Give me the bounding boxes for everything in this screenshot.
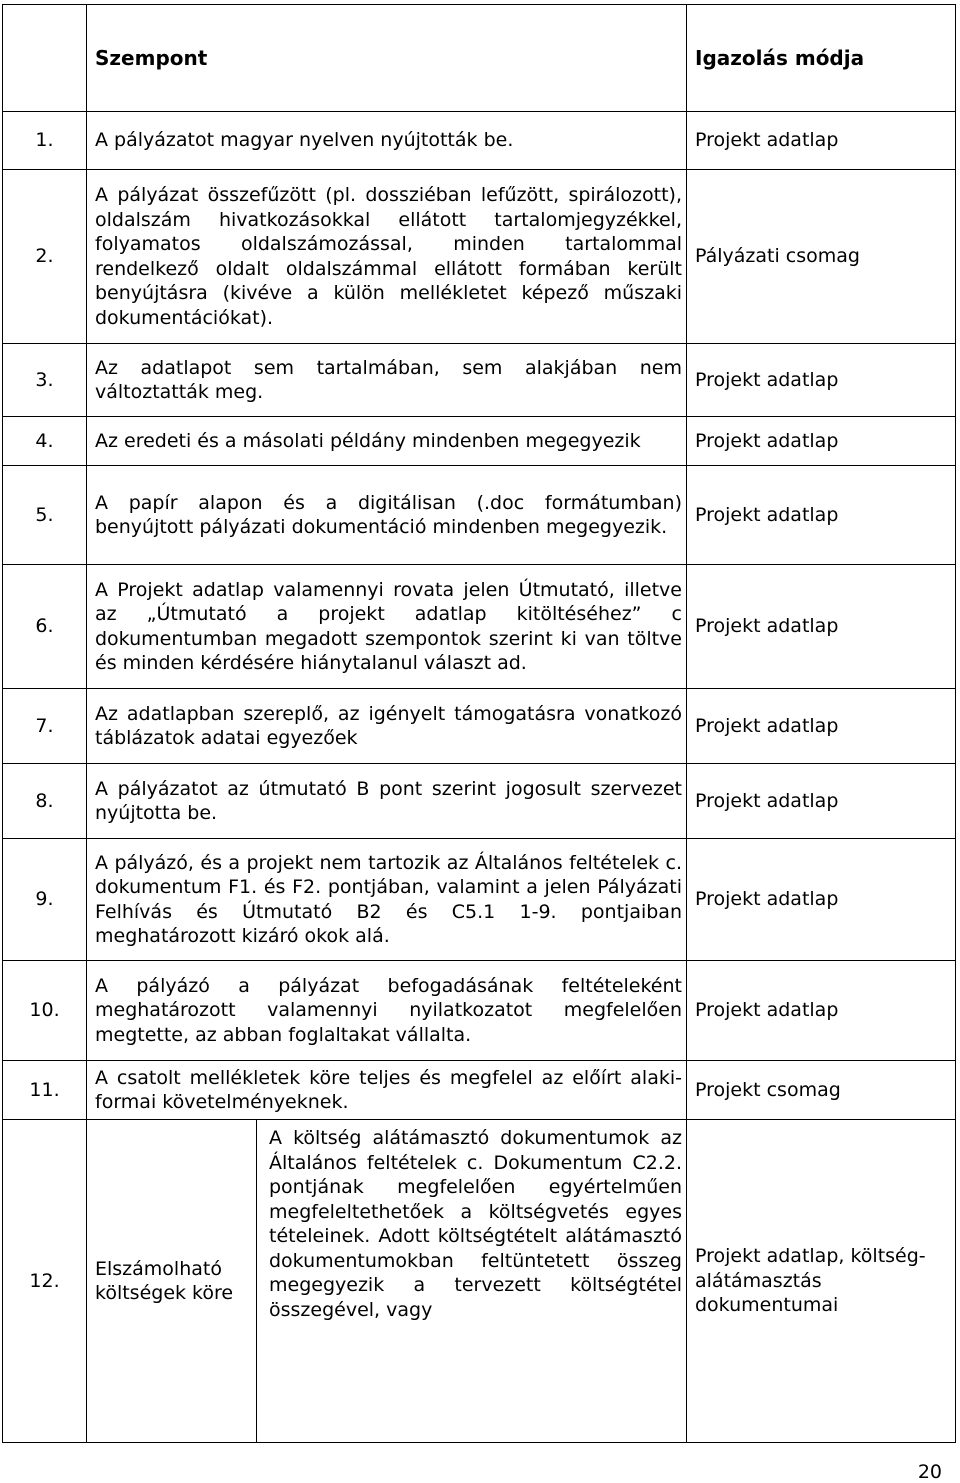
row-verification: Projekt adatlap (687, 344, 956, 417)
row-criterion: A pályázatot magyar nyelven nyújtották be. (87, 112, 687, 170)
table-row (3, 764, 956, 839)
row-verification: Projekt adatlap (687, 466, 956, 565)
row-verification: Projekt adatlap (687, 961, 956, 1061)
row-criterion: A csatolt mellékletek köre teljes és megfelel az előírt alaki-formai követelményeknek. (87, 1061, 687, 1120)
row-number: 12. (3, 1120, 87, 1443)
criteria-table (2, 4, 956, 1443)
row-criterion: A pályázat összefűzött (pl. dossziéban lefűzött, spirálozott), oldalszám hivatkozásokkal ellátott tartalomjegyzékkel, folyamatos oldalszámozással, minden tartalommal rendelkező oldalt oldalszámmal ellátott formában került benyújtásra (kivéve a külön mellékletet képező műszaki dokumentációkat). (87, 170, 687, 344)
row-criterion: Az adatlapban szereplő, az igényelt támogatásra vonatkozó táblázatok adatai egyezőek (87, 689, 687, 764)
table-row (3, 961, 956, 1061)
table-row (3, 565, 956, 689)
row-verification: Pályázati csomag (687, 170, 956, 344)
page-number: 20 (917, 1461, 942, 1483)
row-verification: Projekt adatlap (687, 764, 956, 839)
row-verification: Projekt adatlap, költség-alátámasztás dokumentumai (687, 1120, 956, 1443)
row-criterion: A költség alátámasztó dokumentumok az Általános feltételek c. Dokumentum C2.2. pontjának megfelelően egyértelműen megfeleltethetőek a költségvetés egyes tételeinek. Adott költségtételt alátámasztó dokumentumokban feltüntetett összeg megegyezik a tervezett költségtétel összegével, vagy (269, 1127, 682, 1321)
row-criterion: A papír alapon és a digitálisan (.doc formátumban) benyújtott pályázati dokumentáció mindenben megegyezik. (87, 466, 687, 565)
table-row (3, 112, 956, 170)
criterion-label: Elszámolható költségek köre (87, 1120, 257, 1442)
table-row (3, 170, 956, 344)
row-verification: Projekt adatlap (687, 565, 956, 689)
row-number: 5. (3, 466, 87, 565)
table-row (3, 1061, 956, 1120)
header-row (3, 5, 956, 112)
table-row (3, 1120, 956, 1443)
row-number: 9. (3, 839, 87, 961)
row-verification: Projekt adatlap (687, 112, 956, 170)
row-number: 11. (3, 1061, 87, 1120)
table-row (3, 839, 956, 961)
row-verification: Projekt adatlap (687, 839, 956, 961)
row-verification: Projekt csomag (687, 1061, 956, 1120)
row-criterion: A pályázatot az útmutató B pont szerint jogosult szervezet nyújtotta be. (87, 764, 687, 839)
row-number: 8. (3, 764, 87, 839)
row-verification: Projekt adatlap (687, 689, 956, 764)
table-row (3, 466, 956, 565)
row-criterion: Az adatlapot sem tartalmában, sem alakjában nem változtatták meg. (87, 344, 687, 417)
header-verification: Igazolás módja (687, 5, 956, 112)
row-number: 3. (3, 344, 87, 417)
row-criterion: A pályázó, és a projekt nem tartozik az Általános feltételek c. dokumentum F1. és F2. pontjában, valamint a jelen Pályázati Felhívás és Útmutató B2 és C5.1 1-9. pontjaiban meghatározott kizáró okok alá. (87, 839, 687, 961)
row-verification: Projekt adatlap (687, 417, 956, 466)
row-number: 7. (3, 689, 87, 764)
row-number: 6. (3, 565, 87, 689)
table-row (3, 689, 956, 764)
row-number: 10. (3, 961, 87, 1061)
header-criteria: Szempont (87, 5, 687, 112)
row-criterion: Az eredeti és a másolati példány mindenben megegyezik (87, 417, 687, 466)
header-num-cell (3, 5, 87, 112)
row-number: 1. (3, 112, 87, 170)
row-number: 2. (3, 170, 87, 344)
row-number: 4. (3, 417, 87, 466)
row-criterion: A pályázó a pályázat befogadásának feltételeként meghatározott valamennyi nyilatkozatot megfelelően megtette, az abban foglaltakat vállalta. (87, 961, 687, 1061)
row-criterion: A Projekt adatlap valamennyi rovata jelen Útmutató, illetve az „Útmutató a projekt adatlap kitöltéséhez” c dokumentumban megadott szempontok szerint ki van töltve és minden kérdésére hiánytalanul választ ad. (87, 565, 687, 689)
table-row (3, 344, 956, 417)
table-row (3, 417, 956, 466)
row-criterion-split (87, 1120, 687, 1443)
